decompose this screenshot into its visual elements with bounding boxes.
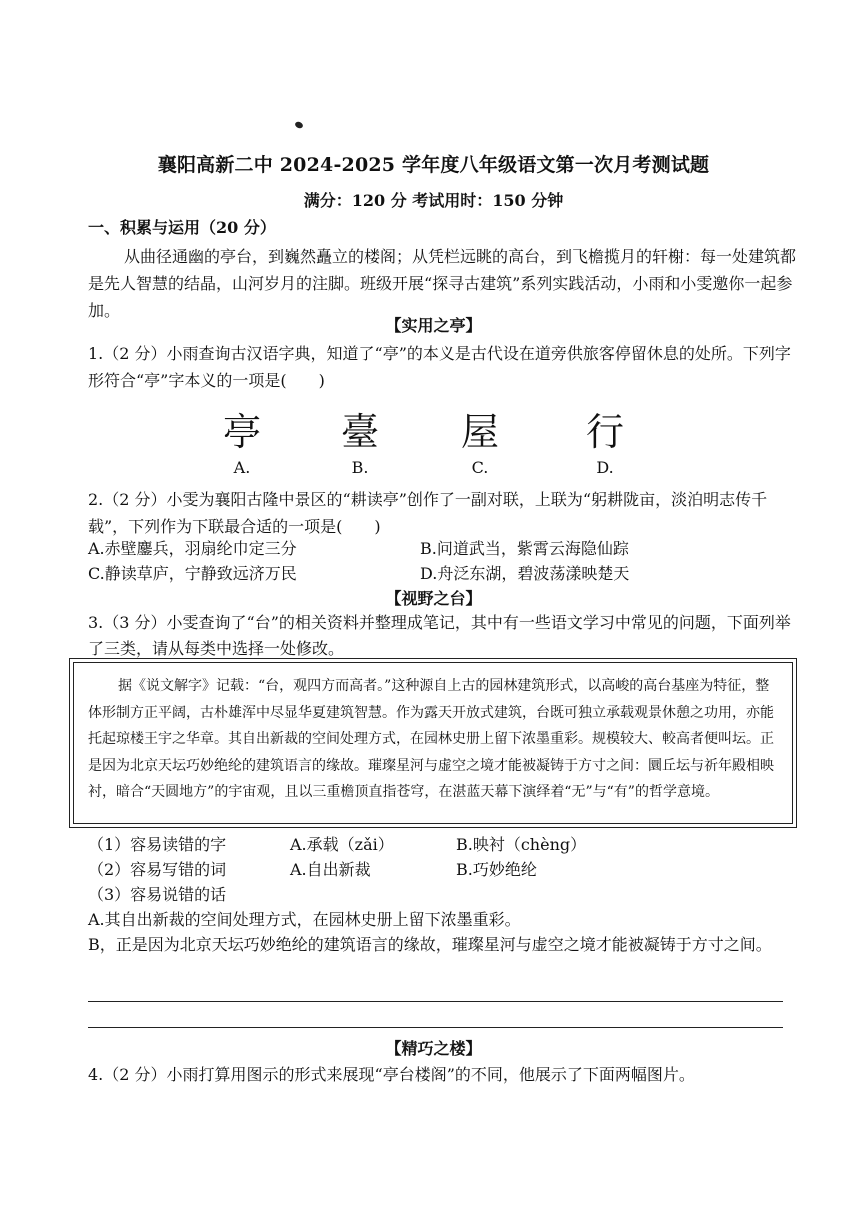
q3-row2-option-a: A.自出新裁	[290, 860, 371, 879]
q3-category-1: （1）容易读错的字	[88, 835, 227, 854]
q3-row2-option-b: B.巧妙绝纶	[456, 860, 537, 879]
option-a-glyph: 亭	[222, 410, 261, 454]
option-b-glyph: 臺	[340, 410, 379, 454]
q3-category-2: （2）容易写错的词	[88, 860, 227, 879]
question-3: 3.（3 分）小雯查询了“台”的相关资料并整理成笔记，其中有一些语文学习中常见的问题，下面列举了三类，请从每类中选择一处修改。	[88, 613, 791, 658]
question-4: 4.（2 分）小雨打算用图示的形式来展现“亭台楼阁”的不同，他展示了下面两幅图片。	[88, 1065, 695, 1084]
passage-text: 据《说文解字》记载：“台，观四方而高者。”这种源自上古的园林建筑形式，以高峻的高台基座为特征，整体形制方正平阔，古朴雄浑中尽显华夏建筑智慧。作为露天开放式建筑，台既可独立承载观景休憩之功用，亦能托起琼楼王宇之华章。其自出新裁的空间处理方式，在园林史册上留下浓墨重彩。规模较大、較高者便叫坛。正是因为北京天坛巧妙绝纶的建筑语言的缘故。璀璨星河与虚空之境才能被凝铸于方寸之间：圜丘坛与祈年殿相映衬，暗合“天圆地方”的宇宙观，且以三重檐顶直指苍穹，在湛蓝天幕下演绎着“无”与“有”的哲学意境。	[88, 678, 774, 800]
answer-line-1[interactable]	[88, 1001, 783, 1002]
q3-sentence-a: A.其自出新裁的空间处理方式，在园林史册上留下浓墨重彩。	[88, 910, 521, 929]
q3-row1-option-a: A.承载（zǎi）	[290, 835, 394, 854]
q2-option-c: C.静读草庐，宁静致远济万民	[88, 564, 297, 583]
section-heading: 一、积累与运用（20 分）	[88, 218, 276, 237]
option-d-glyph: 行	[585, 410, 624, 454]
q2-option-b: B.问道武当，紫霄云海隐仙踪	[420, 539, 629, 558]
q2-option-d: D.舟泛东湖，碧波荡漾映楚天	[420, 564, 630, 583]
part-heading-pavilion: 【实用之亭】	[385, 316, 482, 335]
section-intro: 从曲径通幽的亭台，到巍然矗立的楼阁；从凭栏远眺的高台，到飞檐揽月的轩榭：每一处建筑都是先人智慧的结晶，山河岁月的注脚。班级开展“探寻古建筑”系列实践活动，小雨和小雯邀你一起参加。	[88, 247, 797, 320]
part-heading-tower: 【精巧之楼】	[385, 1039, 482, 1058]
option-c-glyph: 屋	[460, 410, 499, 454]
scan-mark	[294, 121, 304, 130]
option-d-label: D.	[596, 458, 614, 477]
option-b-label: B.	[351, 458, 369, 477]
question-1: 1.（2 分）小雨查询古汉语字典，知道了“亭”的本义是古代设在道旁供旅客停留休息的处所。下列字形符合“亭”字本义的一项是( )	[88, 344, 791, 390]
question-2: 2.（2 分）小雯为襄阳古隆中景区的“耕读亭”创作了一副对联，上联为“躬耕陇亩，淡泊明志传千载”，下列作为下联最合适的一项是( )	[88, 490, 768, 536]
option-c-label: C.	[471, 458, 489, 477]
exam-info: 满分：120 分 考试用时：150 分钟	[303, 191, 564, 210]
q3-category-3: （3）容易说错的话	[88, 885, 227, 904]
option-a-label: A.	[233, 458, 251, 477]
part-heading-terrace: 【视野之台】	[385, 589, 482, 608]
answer-line-2[interactable]	[88, 1027, 783, 1028]
q3-row1-option-b: B.映衬（chèng）	[456, 835, 587, 854]
page-title: 襄阳高新二中 2024-2025 学年度八年级语文第一次月考测试题	[157, 154, 710, 176]
q2-option-a: A.赤壁鏖兵，羽扇纶巾定三分	[88, 539, 297, 558]
q3-sentence-b: B，正是因为北京天坛巧妙绝纶的建筑语言的缘故，璀璨星河与虚空之境才能被凝铸于方寸之间。	[88, 935, 772, 954]
passage-box	[73, 662, 793, 824]
